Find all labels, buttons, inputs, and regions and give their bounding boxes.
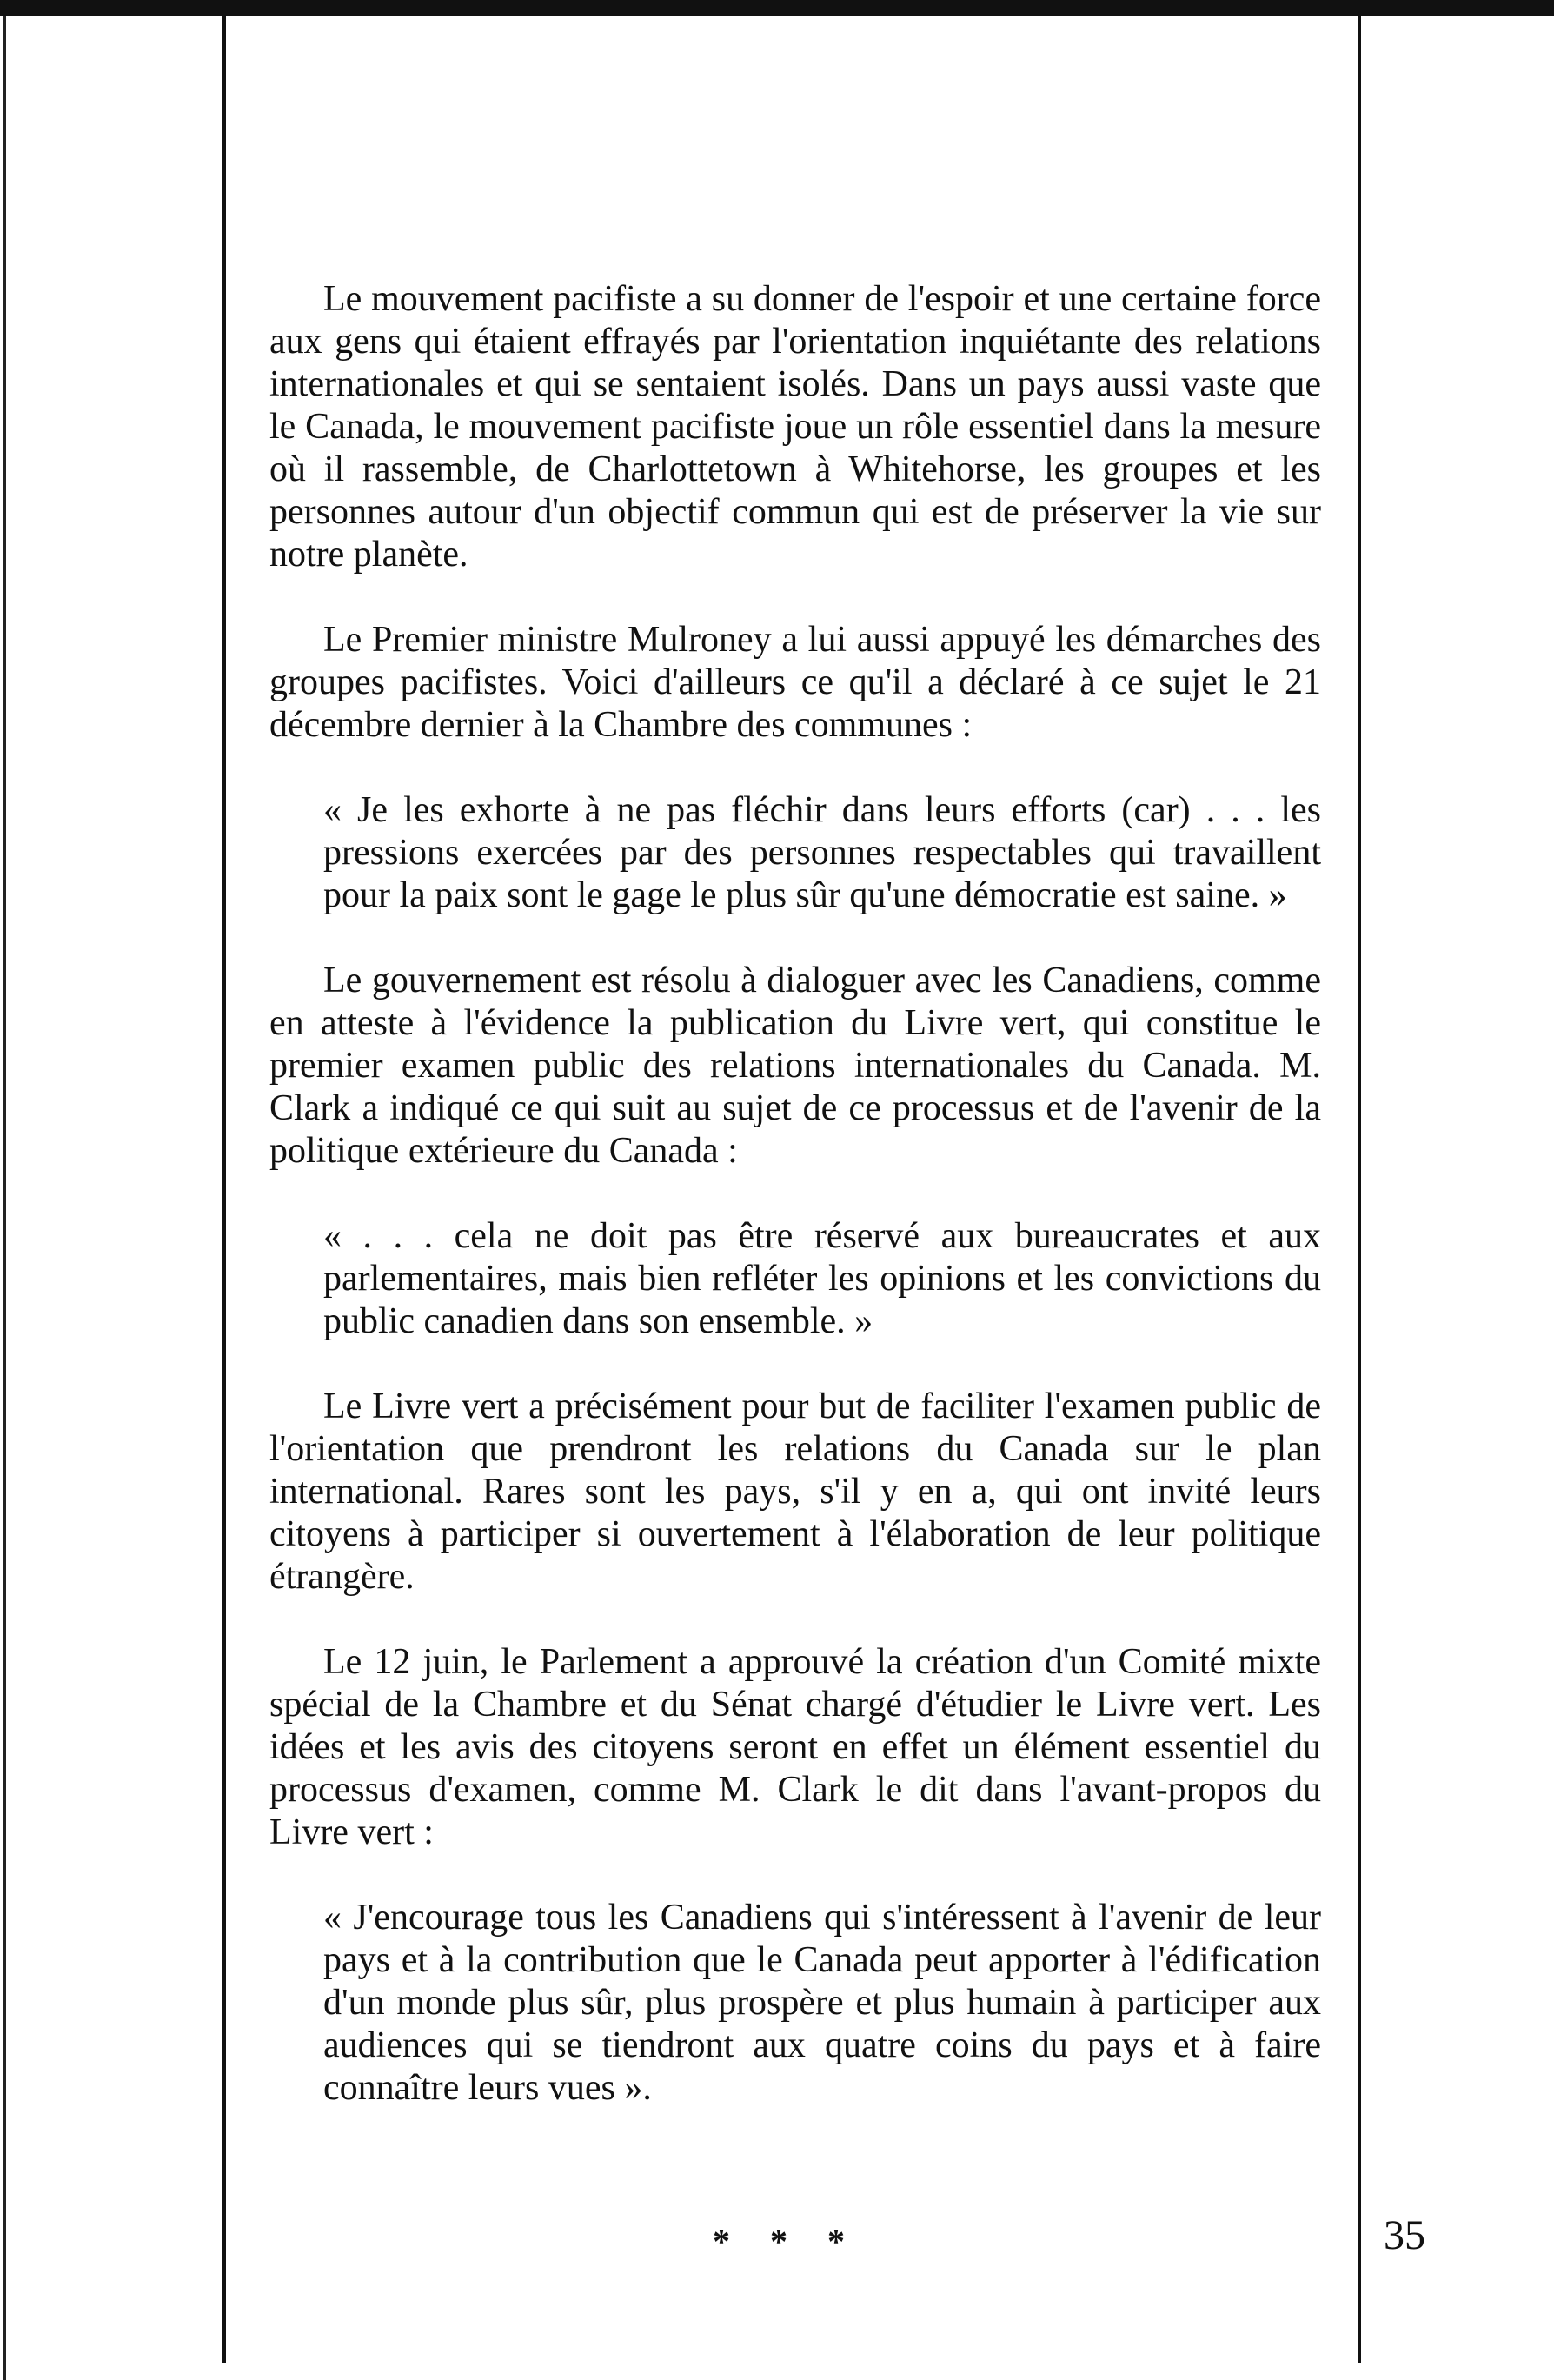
paragraph-livre-vert: Le Livre vert a précisément pour but de faciliter l'examen public de l'orientation que prendront les relations du Canada sur le plan international. Rares sont les pays, s'il y en a, qui ont invité leurs citoyens à participer si ouvertement à l'élaboration de leur politique étrangère. [269, 1386, 1321, 1597]
quote-clark-public: « . . . cela ne doit pas être réservé aux bureaucrates et aux parlementaires, mais bien refléter les opinions et les convictions du public canadien dans son ensemble. » [323, 1216, 1321, 1341]
paragraph-government-dialogue: Le gouvernement est résolu à dialoguer avec les Canadiens, comme en atteste à l'évidence la publication du Livre vert, qui constitue le premier examen public des relations internationales du Canada. M. Clark a indiqué ce qui suit au sujet de ce processus et de l'avenir de la politique extérieure du Canada : [269, 961, 1321, 1171]
paragraph-mulroney: Le Premier ministre Mulroney a lui aussi appuyé les démarches des groupes pacifistes. Voici d'ailleurs ce qu'il a déclaré à ce sujet le 21 décembre dernier à la Chambre des communes : [269, 620, 1321, 745]
left-margin-rule [222, 16, 226, 2363]
top-border-rule [0, 0, 1554, 16]
paragraph-parliament-committee: Le 12 juin, le Parlement a approuvé la création d'un Comité mixte spécial de la Chambre et du Sénat chargé d'étudier le Livre vert. Les idées et les avis des citoyens seront en effet un élément essentiel du processus d'examen, comme M. Clark le dit dans l'avant-propos du Livre vert : [269, 1642, 1321, 1852]
paragraph-pacifist-movement: Le mouvement pacifiste a su donner de l'espoir et une certaine force aux gens qui étaient effrayés par l'orientation inquiétante des relations internationales et qui se sentaient isolés. Dans un pays aussi vaste que le Canada, le mouvement pacifiste joue un rôle essentiel dans la mesure où il rassemble, de Charlottetown à Whitehorse, les groupes et les personnes autour d'un objectif commun qui est de préserver la vie sur notre planète. [269, 279, 1321, 575]
section-separator: * * * [713, 2222, 860, 2261]
quote-clark-foreword: « J'encourage tous les Canadiens qui s'intéressent à l'avenir de leur pays et à la contribution que le Canada peut apporter à l'édification d'un monde plus sûr, plus prospère et plus humain à participer aux audiences qui se tiendront aux quatre coins du pays et à faire connaître leurs vues ». [323, 1898, 1321, 2108]
left-page-edge [3, 16, 6, 2380]
right-margin-rule [1358, 16, 1361, 2363]
quote-mulroney: « Je les exhorte à ne pas fléchir dans leurs efforts (car) . . . les pressions exercées par des personnes respectables qui travaillent pour la paix sont le gage le plus sûr qu'une démocratie est saine. » [323, 790, 1321, 915]
page-number: 35 [1384, 2212, 1425, 2258]
document-body [269, 278, 1321, 2152]
